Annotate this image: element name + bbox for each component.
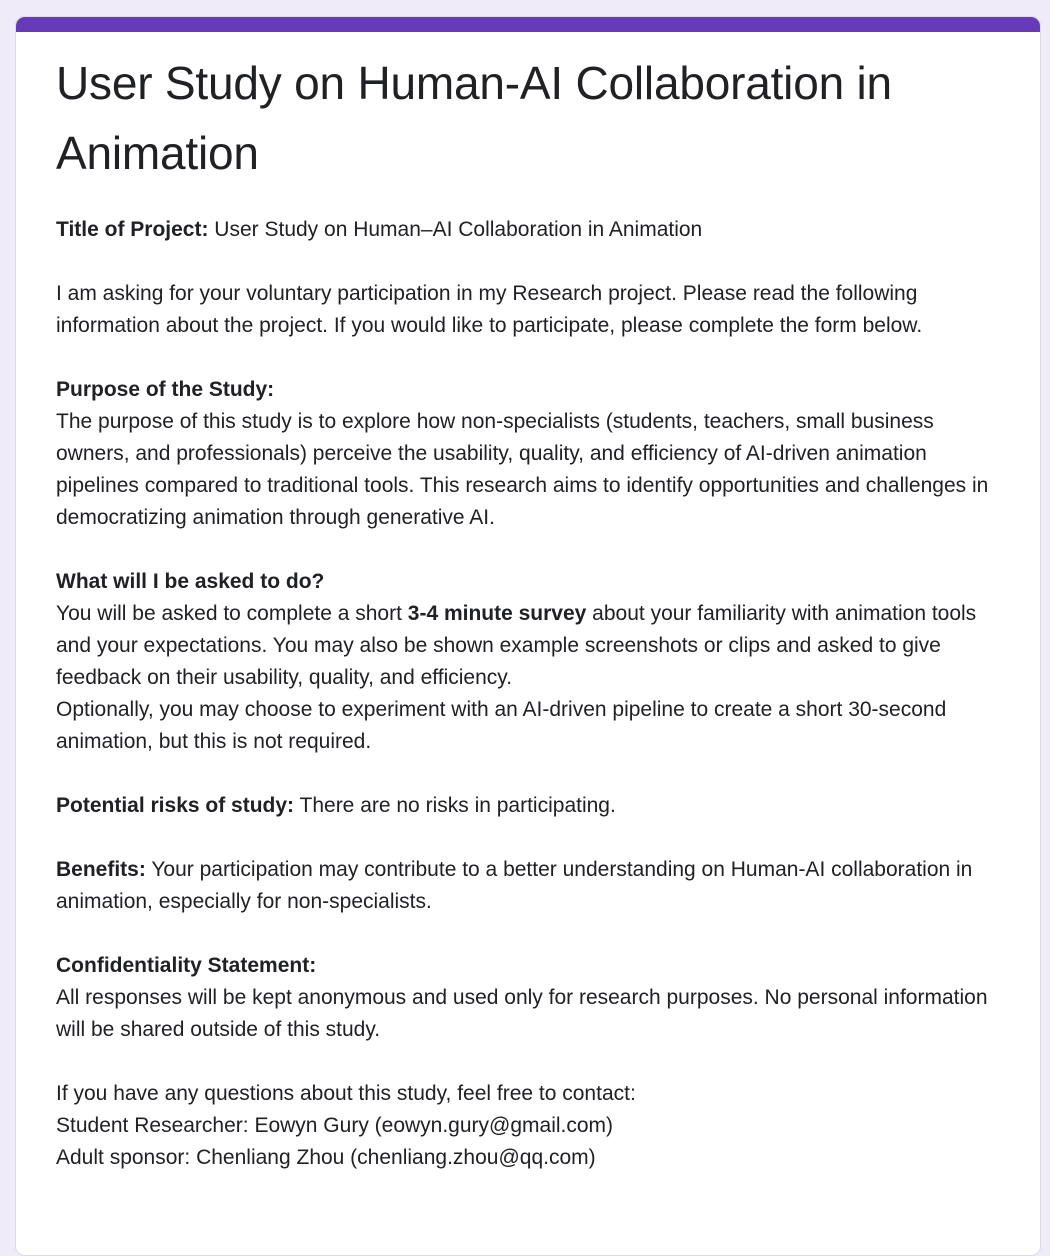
asked-text-bold: 3-4 minute survey [407, 602, 587, 625]
purpose-text: The purpose of this study is to explore how non-specialists (students, teachers, small business owners, and professionals) perceive the usability, quality, and efficiency of AI-driven animation pipelines compared to traditional tools. This research aims to identify opportunities and challenges in democratizing animation through generative AI. [56, 410, 989, 529]
purpose-heading: Purpose of the Study: [56, 378, 275, 401]
asked-text-pre: You will be asked to complete a short [56, 602, 408, 625]
asked-heading: What will I be asked to do? [56, 570, 325, 593]
student-researcher-contact: Student Researcher: Eowyn Gury (eowyn.gury@gmail.com) [56, 1114, 614, 1137]
project-title-paragraph [56, 214, 1000, 246]
contact-intro: If you have any questions about this study, feel free to contact: [56, 1082, 636, 1105]
benefits-paragraph [56, 854, 1000, 918]
intro-paragraph: I am asking for your voluntary participation in my Research project. Please read the following information about the project. If you would like to participate, please complete the form below. [56, 282, 923, 337]
form-description [56, 214, 1000, 1174]
benefits-text: Your participation may contribute to a better understanding on Human-AI collaboration in animation, especially for non-specialists. [56, 858, 973, 913]
form-title: User Study on Human-AI Collaboration in Animation [56, 57, 892, 179]
benefits-label: Benefits: [56, 858, 146, 881]
form-header-content [16, 32, 1040, 1174]
purpose-section [56, 374, 1000, 534]
contact-section [56, 1078, 1000, 1174]
form-accent-bar [16, 17, 1040, 32]
project-title-value: User Study on Human–AI Collaboration in Animation [208, 218, 703, 241]
asked-text-post: about your familiarity with animation tools and your expectations. You may also be shown example screenshots or clips and asked to give feedback on their usability, quality, and efficiency. [56, 602, 977, 689]
project-title-label: Title of Project: [56, 218, 209, 241]
form-header-card [15, 16, 1041, 1256]
adult-sponsor-contact: Adult sponsor: Chenliang Zhou (chenliang.zhou@qq.com) [56, 1146, 596, 1169]
asked-section [56, 566, 1000, 758]
confidentiality-text: All responses will be kept anonymous and used only for research purposes. No personal information will be shared outside of this study. [56, 986, 988, 1041]
asked-optional: Optionally, you may choose to experiment with an AI-driven pipeline to create a short 30-second animation, but this is not required. [56, 698, 947, 753]
confidentiality-heading: Confidentiality Statement: [56, 954, 317, 977]
confidentiality-section [56, 950, 1000, 1046]
asked-text [56, 598, 1000, 694]
risks-paragraph [56, 790, 1000, 822]
risks-label: Potential risks of study: [56, 794, 295, 817]
risks-text: There are no risks in participating. [294, 794, 616, 817]
